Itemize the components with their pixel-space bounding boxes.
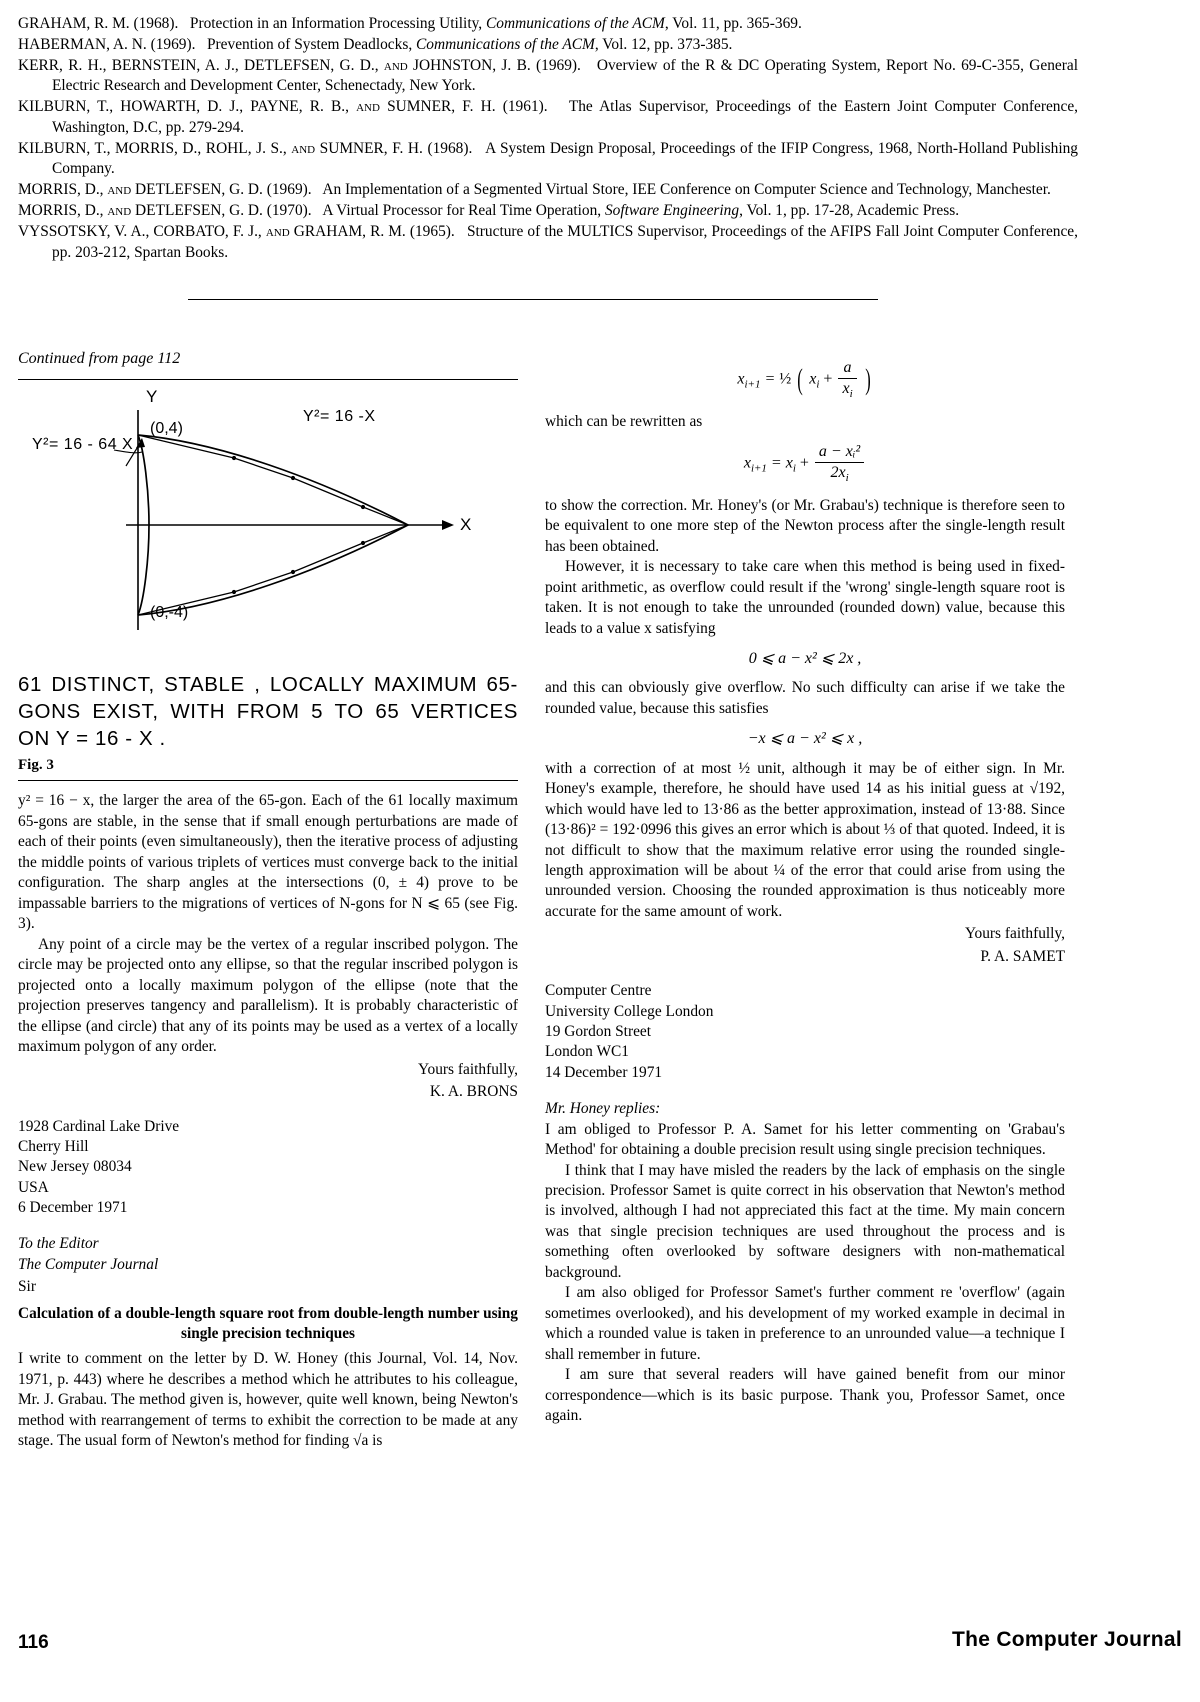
body-paragraph: to show the correction. Mr. Honey's (or Mr. Grabau's) technique is therefore seen to be equivalent to one more step of the Newton process after the single-length result has been obtained. — [545, 496, 1065, 555]
eq1-plus: + — [823, 370, 833, 388]
reply-paragraph: I am also obliged for Professor Samet's further comment re 'overflow' (again sometimes overlooked), and his development of my worked example in decimal in which a rounded value is taken in preference to an unrounded value—a technique I shall remember in future. — [545, 1284, 1065, 1363]
address-line: 14 December 1971 — [545, 1063, 663, 1081]
paren-open: ( — [797, 363, 803, 397]
reference-author: KERR, R. H., BERNSTEIN, A. J., DETLEFSEN, G. D., and JOHNSTON, J. B. — [18, 56, 531, 74]
reference-source: Communications of the ACM — [416, 35, 595, 53]
references-list — [18, 14, 1078, 264]
paren-close: ) — [864, 363, 871, 397]
reference-item — [18, 222, 1078, 263]
journal-footer: The Computer Journal — [951, 1628, 1182, 1651]
eq2-rhs1-sub: i — [792, 462, 796, 475]
address-line: London WC1 — [545, 1043, 629, 1061]
reference-author: KILBURN, T., MORRIS, D., ROHL, J. S., and SUMNER, F. H. — [18, 139, 423, 157]
reference-text: Prevention of System Deadlocks, — [207, 35, 417, 53]
reference-author: HABERMAN, A. N. — [18, 35, 147, 53]
address-line: Cherry Hill — [18, 1137, 89, 1155]
figure-number: Fig. 3 — [18, 757, 54, 774]
right-column — [545, 348, 1065, 1427]
reply-paragraph: I think that I may have misled the readers by the lack of emphasis on the single precision. Professor Samet is quite correct in his observation that Newton's method is involved, although I had not appreciated this fact at the time. My main concern was that single precision techniques are used throughout the process and is something often overlooked by software designers with non-mathematical background. — [545, 1161, 1065, 1281]
divider — [18, 780, 518, 781]
left-column — [18, 348, 518, 1452]
reference-item — [18, 56, 1078, 97]
address-block — [545, 981, 1065, 1083]
eq1-inner-sub: i — [816, 378, 820, 391]
reference-text: The Atlas Supervisor, Proceedings of the Eastern Joint Computer Conference, Washington, D.C, pp. 279-294. — [52, 98, 1079, 136]
body-paragraph: and this can obviously give overflow. No such difficulty can arise if we take the rounded value, because this satisfies — [545, 679, 1065, 717]
eq1-equals: = — [764, 370, 776, 388]
reference-year: (1970). — [266, 202, 312, 220]
reference-source: Communications of the ACM — [486, 15, 665, 32]
eq2-frac-den — [815, 463, 864, 486]
figure-caption: 61 DISTINCT, STABLE , LOCALLY MAXIMUM 65-GONS EXIST, WITH FROM 5 TO 65 VERTICES ON Y = 16 - X . — [18, 673, 518, 751]
reference-item — [18, 35, 1078, 55]
eq2-lhs-sub: i+1 — [750, 462, 767, 475]
eq1-lhs-sub: i+1 — [744, 378, 761, 391]
reference-text: An Implementation of a Segmented Virtual Store, IEE Conference on Computer Science and Technology, Manchester. — [322, 181, 1051, 199]
eq1-half: ½ — [779, 370, 792, 388]
divider — [18, 379, 518, 380]
reply-paragraph: I am obliged to Professor P. A. Samet for his letter commenting on 'Grabau's Method' for obtaining a double precision result using single precision techniques. — [545, 1120, 1065, 1159]
address-line: 19 Gordon Street — [545, 1023, 652, 1041]
reference-tail: , Vol. 12, pp. 373-385. — [594, 35, 733, 53]
reference-year: (1969). — [536, 56, 581, 74]
body-paragraph: However, it is necessary to take care when this method is being used in fixed-point arithmetic, as overflow could result if the 'wrong' single-length square root is taken. It is not enough to take the unrounded (rounded down) value, because this leads to a value x satisfying — [545, 558, 1065, 637]
reference-item — [18, 139, 1078, 180]
reference-author: KILBURN, T., HOWARTH, D. J., PAYNE, R. B., and SUMNER, F. H. — [18, 98, 496, 116]
reference-year: (1969). — [150, 35, 196, 53]
eq1-inner-x: x — [809, 370, 817, 388]
eq2-lhs: x — [743, 454, 751, 472]
address-line: USA — [18, 1178, 49, 1196]
reference-item — [18, 97, 1078, 138]
reference-text: Overview of the R & DC Operating System, Report No. 69-C-355, General Electric Research and Development Center, Schenectady, New York. — [52, 56, 1078, 95]
signature: P. A. SAMET — [980, 947, 1065, 965]
reference-year: (1968). — [427, 139, 473, 157]
reference-year: (1969). — [266, 181, 312, 199]
figure-curve-left-label: Y²= 16 - 64 X — [32, 436, 134, 454]
reference-source: Software Engineering — [604, 202, 740, 220]
reference-text: Structure of the MULTICS Supervisor, Proceedings of the AFIPS Fall Joint Computer Conference, pp. 203-212, Spartan Books. — [52, 223, 1078, 261]
reference-author: VYSSOTSKY, V. A., CORBATO, F. J., and GRAHAM, R. M. — [18, 223, 406, 241]
equation-2 — [545, 442, 1065, 486]
reference-year: (1968). — [133, 15, 179, 32]
signoff: Yours faithfully, — [964, 925, 1065, 943]
eq2-rhs1: x — [785, 454, 793, 472]
letter-title: Calculation of a double-length square root from double-length number using single precision techniques — [18, 1304, 518, 1342]
eq1-frac-den-text: x — [842, 380, 850, 397]
eq2-plus: + — [799, 454, 809, 472]
reference-text: A System Design Proposal, Proceedings of the IFIP Congress, 1968, North-Holland Publishing Company. — [52, 139, 1078, 178]
body-paragraph: Any point of a circle may be the vertex of a regular inscribed polygon. The circle may be projected onto any ellipse, so that the regular inscribed polygon is projected onto a locally maximum polygon of the ellipse (note that the projection preserves tangency and parallelism). It is probably characteristic of the ellipse (and circle) that any of its points may be used as a vertex of a locally maximum polygon of any order. — [18, 935, 518, 1056]
reference-text: A Virtual Processor for Real Time Operation, — [322, 202, 605, 220]
reference-author: MORRIS, D., and DETLEFSEN, G. D. — [18, 181, 263, 199]
address-line: 6 December 1971 — [18, 1198, 128, 1216]
reference-tail: , Vol. 11, pp. 365-369. — [664, 15, 802, 32]
figure-3 — [18, 387, 518, 665]
reference-item — [18, 14, 1078, 34]
eq2-frac-num: a − xᵢ² — [815, 442, 864, 463]
reference-text: Protection in an Information Processing Utility, — [189, 15, 486, 32]
inequality-2: −x ⩽ a − x² ⩽ x , — [747, 730, 863, 748]
eq1-frac-den — [838, 379, 856, 402]
reference-year: (1965). — [409, 223, 455, 241]
equation-lead-in: which can be rewritten as — [545, 412, 703, 430]
reference-tail: , Vol. 1, pp. 17-28, Academic Press. — [739, 202, 960, 220]
figure-point-top-label: (0,4) — [150, 420, 183, 438]
address-line: Computer Centre — [545, 982, 652, 1000]
address-line: University College London — [545, 1002, 714, 1020]
eq1-frac-den-sub: i — [849, 387, 853, 400]
eq1-frac-num: a — [838, 358, 856, 379]
eq2-equals: = — [770, 454, 782, 472]
section-divider — [188, 299, 878, 300]
address-line: 1928 Cardinal Lake Drive — [18, 1117, 180, 1135]
reply-heading: Mr. Honey replies: — [545, 1100, 661, 1118]
continued-from-note: Continued from page 112 — [18, 350, 181, 367]
reference-item — [18, 201, 1078, 221]
figure-axis-y-label: Y — [146, 387, 158, 407]
letter-body: I write to comment on the letter by D. W. Honey (this Journal, Vol. 14, Nov. 1971, p. 443) where he describes a method which he attributes to his colleague, Mr. J. Grabau. The method given is, however, quite well known, being Newton's method with rearrangement of terms to exhibit the correction to be made at any stage. The usual form of Newton's method for finding √a is — [18, 1350, 518, 1450]
reference-author: MORRIS, D., and DETLEFSEN, G. D. — [18, 202, 263, 220]
address-block — [18, 1117, 518, 1219]
eq2-frac-den-sub: i — [845, 471, 849, 484]
signoff: Yours faithfully, — [417, 1060, 518, 1078]
eq2-fraction — [815, 442, 864, 486]
address-line: New Jersey 08034 — [18, 1158, 132, 1176]
figure-curve-right-label: Y²= 16 -X — [303, 408, 376, 426]
page-number: 116 — [18, 1632, 49, 1653]
figure-axis-x-label: X — [460, 515, 472, 535]
inequality-1: 0 ⩽ a − x² ⩽ 2x , — [748, 650, 862, 668]
eq1-fraction — [838, 358, 856, 402]
signature: K. A. BRONS — [429, 1083, 518, 1101]
reference-year: (1961). — [502, 98, 548, 116]
figure-point-bottom-label: (0,-4) — [150, 604, 189, 622]
to-the-editor-block — [18, 1234, 518, 1297]
body-paragraph: with a correction of at most ½ unit, although it may be of either sign. In Mr. Honey's example, therefore, he should have used 14 as his initial guess at √192, which would have led to 13·86 as the better approximation, instead of 13·88. Since (13·86)² = 192·0996 this gives an error which is about ⅓ of that quoted. Indeed, it is not difficult to show that the maximum relative error using the rounded single-length approximation will be about ¼ of the error that could arise from using the unrounded version. Choosing the rounded approximation is thus noticeably more accurate for the same amount of work. — [545, 759, 1065, 920]
body-paragraph: y² = 16 − x, the larger the area of the 65-gon. Each of the 61 locally maximum 65-gons are stable, in the sense that if small enough perturbations are made of each of their points (even simultaneously), then the iterative process of adjusting the middle points of various triplets of vertices must converge back to the initial configuration. The sharp angles at the intersections (0, ± 4) prove to be impassable barriers to the migrations of vertices of N-gons for N ⩽ 65 (see Fig. 3). — [18, 792, 518, 933]
eq2-frac-den-text: 2x — [830, 464, 846, 482]
reference-item — [18, 180, 1078, 200]
to-the-editor: To the Editor — [18, 1235, 99, 1253]
salutation: Sir — [18, 1278, 36, 1296]
equation-1 — [545, 358, 1065, 402]
reference-author: GRAHAM, R. M. — [18, 15, 130, 32]
reply-paragraph: I am sure that several readers will have gained benefit from our minor correspondence—which is its basic purpose. Thank you, Professor Samet, once again. — [545, 1366, 1065, 1425]
eq1-lhs: x — [737, 370, 745, 388]
journal-name: The Computer Journal — [18, 1255, 159, 1273]
